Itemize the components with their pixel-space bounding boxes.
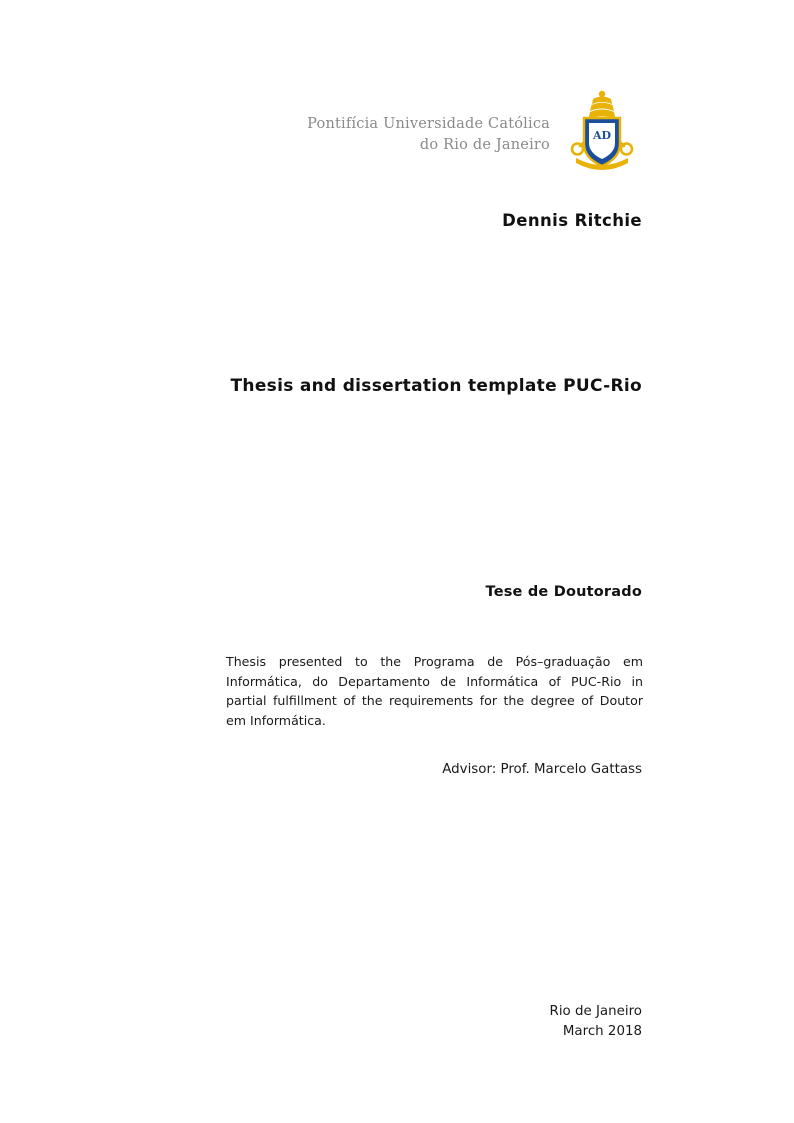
header-block bbox=[0, 88, 794, 174]
university-name-line1: Pontifícia Universidade Católica bbox=[307, 116, 550, 132]
thesis-title: Thesis and dissertation template PUC-Rio bbox=[230, 376, 642, 396]
university-name-line2: do Rio de Janeiro bbox=[419, 137, 550, 154]
thesis-description: Thesis presented to the Programa de Pós–graduação em Informática, do Departamento de Informática of PUC-Rio in partial fulfillment of the requirements for the degree of Doutor em Informática. bbox=[226, 654, 643, 728]
puc-rio-crest-icon bbox=[562, 88, 642, 174]
footer-block bbox=[550, 1002, 642, 1042]
footer-date: March 2018 bbox=[562, 1024, 642, 1040]
university-name bbox=[307, 88, 562, 156]
advisor-line: Advisor: Prof. Marcelo Gattass bbox=[442, 762, 642, 777]
author-name: Dennis Ritchie bbox=[502, 211, 642, 230]
footer-city: Rio de Janeiro bbox=[549, 1004, 642, 1019]
crest-monogram: AD bbox=[592, 129, 612, 142]
degree-label: Tese de Doutorado bbox=[485, 584, 642, 600]
